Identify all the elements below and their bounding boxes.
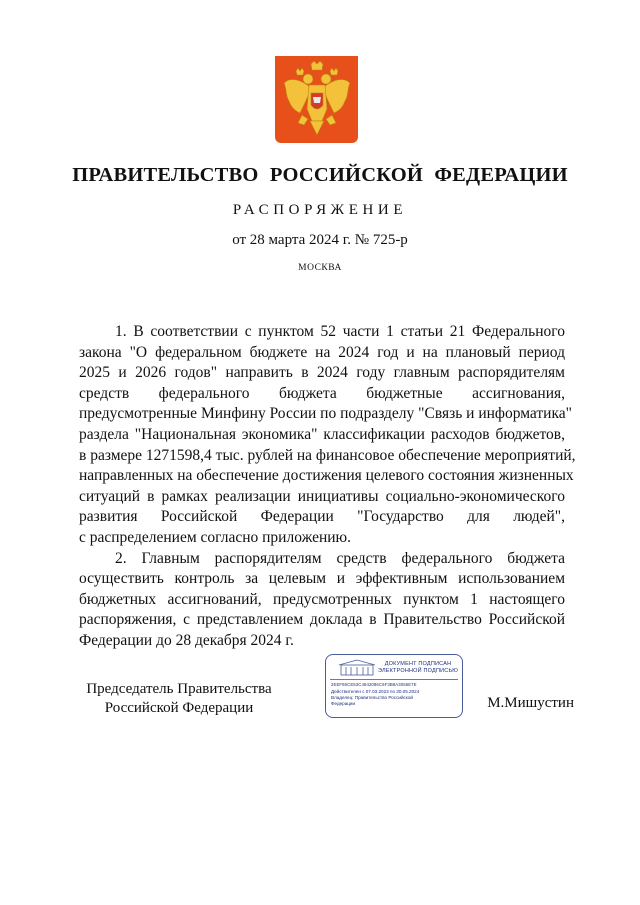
paragraph-line: направленных на обеспечение достижения целевого состояния жизненных	[79, 467, 574, 485]
order-body	[79, 322, 576, 652]
paragraph-line: 2. Главным распорядителям средств федерального бюджета	[115, 549, 565, 567]
document-type: РАСПОРЯЖЕНИЕ	[232, 202, 408, 218]
paragraph-1	[79, 322, 576, 549]
paragraph-line: 2025 и 2026 годов" направить в 2024 году главным распорядителям	[79, 364, 565, 382]
certificate-owner: Владелец: Правительство Российской	[331, 695, 413, 700]
certificate-validity: Действителен с 07.03.2023 по 30.05.2024	[331, 689, 420, 694]
document-date-number: от 28 марта 2024 г. № 725-р	[232, 232, 408, 248]
paragraph-line: с распределением согласно приложению.	[79, 528, 351, 546]
position-line: Председатель Правительства	[86, 681, 272, 697]
stamp-heading-line: ДОКУМЕНТ ПОДПИСАН	[384, 661, 452, 667]
government-building-icon	[337, 659, 377, 677]
paragraph-line: распоряжения, с представлением доклада в Правительство Российской	[79, 611, 565, 629]
paragraph-line: бюджетных ассигнований, предусмотренных пунктом 1 настоящего	[79, 590, 565, 608]
paragraph-line: закона "О федеральном бюджете на 2024 год и на плановый период	[79, 343, 565, 361]
paragraph-line: развития Российской Федерации "Государство для людей",	[79, 508, 565, 526]
stamp-divider	[330, 679, 458, 680]
government-title: ПРАВИТЕЛЬСТВО РОССИЙСКОЙ ФЕДЕРАЦИИ	[72, 164, 568, 186]
signatory-position	[74, 680, 284, 718]
paragraph-line: ситуаций в рамках реализации инициативы социально-экономического	[79, 487, 565, 505]
paragraph-line: предусмотренные Минфину России по подразделу "Связь и информатика"	[79, 405, 572, 423]
certificate-id: 2EEF86CE53C4842086C6F3B8A3056E7E	[331, 682, 417, 687]
paragraph-line: Федерации до 28 декабря 2024 г.	[79, 631, 294, 649]
paragraph-line: раздела "Национальная экономика" классификации расходов бюджетов,	[79, 425, 565, 443]
position-line: Российской Федерации	[104, 700, 254, 716]
document-city: МОСКВА	[298, 263, 342, 273]
electronic-signature-stamp	[325, 654, 463, 718]
paragraph-2	[79, 549, 565, 652]
signer-name: М.Мишустин	[487, 695, 574, 711]
paragraph-line: средств федерального бюджета бюджетные ассигнования,	[79, 384, 565, 402]
paragraph-line: 1. В соответствии с пунктом 52 части 1 статьи 21 Федерального	[115, 323, 565, 340]
coat-of-arms	[275, 56, 358, 143]
certificate-owner: Федерации	[331, 701, 356, 706]
paragraph-line: в размере 1271598,4 тыс. рублей на финансовое обеспечение мероприятий,	[79, 446, 576, 464]
stamp-heading	[376, 661, 460, 674]
coat-of-arms-icon	[282, 61, 352, 139]
paragraph-line: осуществить контроль за целевым и эффективным использованием	[79, 570, 565, 588]
stamp-heading-line: ЭЛЕКТРОННОЙ ПОДПИСЬЮ	[377, 667, 459, 674]
